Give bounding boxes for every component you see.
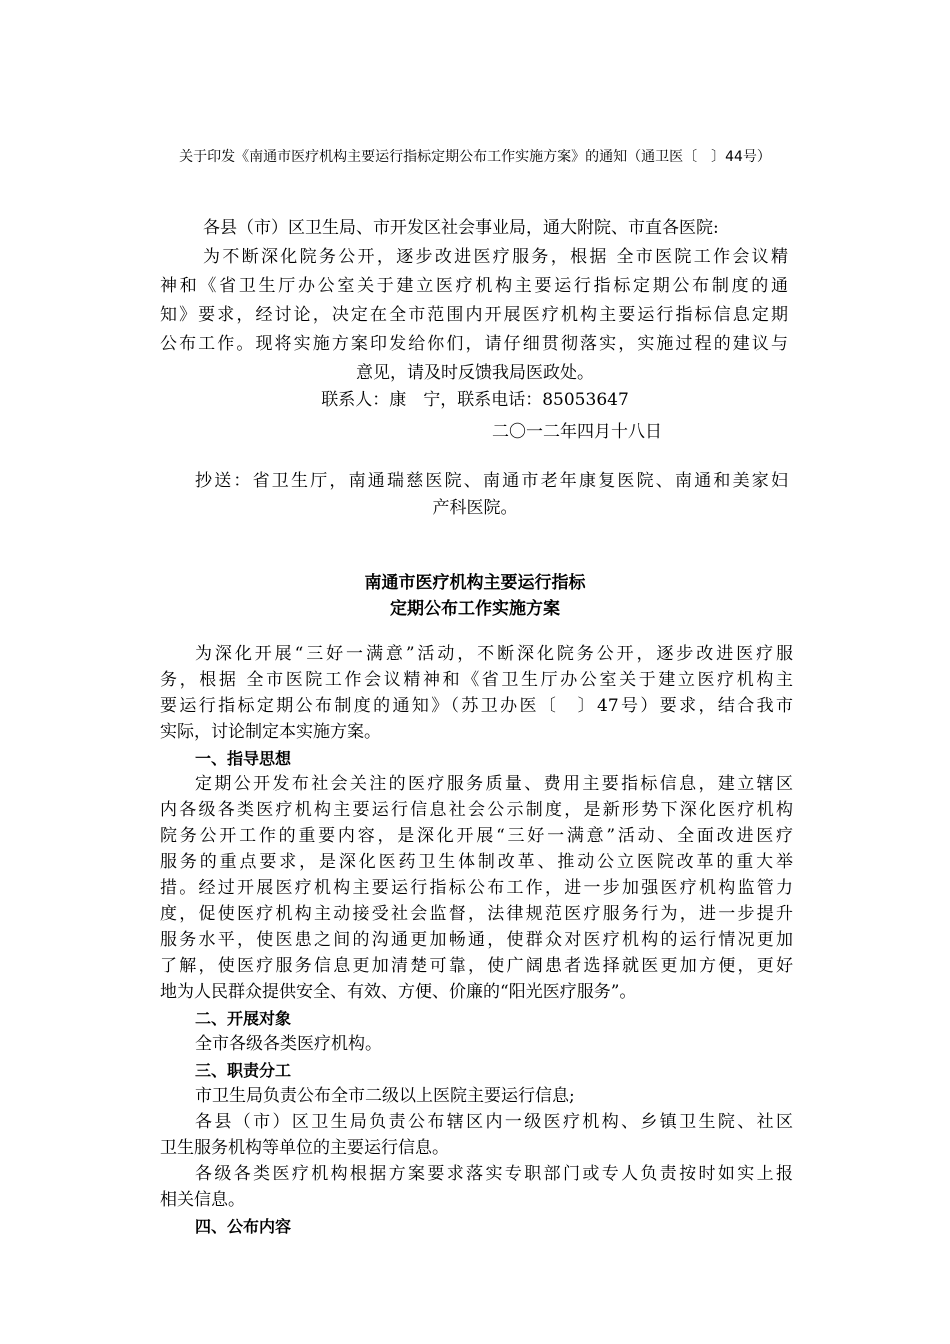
section-heading: 四、公布内容 bbox=[195, 1217, 292, 1236]
section-text-line: 定期公开发布社会关注的医疗服务质量、费用主要指标信息，建立辖区 bbox=[195, 774, 793, 794]
section-text-line: 相关信息。 bbox=[160, 1190, 245, 1210]
notice-cc: 产科医院。 bbox=[432, 498, 518, 518]
plan-subtitle: 定期公布工作实施方案 bbox=[390, 599, 560, 619]
notice-cc: 抄送：省卫生厅，南通瑞慈医院、南通市老年康复医院、南通和美家妇 bbox=[195, 471, 788, 491]
section-text-line: 了解，使医疗服务信息更加清楚可靠，使广阔患者选择就医更加方便，更好 bbox=[160, 956, 793, 976]
section-text-line: 服务的重点要求，是深化医药卫生体制改革、推动公立医院改革的重大举 bbox=[160, 852, 793, 872]
notice-body-line: 为不断深化院务公开，逐步改进医疗服务，根据 全市医院工作会议精 bbox=[203, 247, 788, 267]
section-text-line: 度，促使医疗机构主动接受社会监督，法律规范医疗服务行为，进一步提升 bbox=[160, 904, 793, 924]
plan-intro-line: 为深化开展“三好一满意”活动，不断深化院务公开，逐步改进医疗服 bbox=[195, 644, 793, 664]
notice-body-line: 神和《省卫生厅办公室关于建立医疗机构主要运行指标定期公布制度的通 bbox=[160, 276, 788, 296]
section-text-line: 各级各类医疗机构根据方案要求落实专职部门或专人负责按时如实上报 bbox=[195, 1164, 793, 1184]
section-text-line: 各县（市）区卫生局负责公布辖区内一级医疗机构、乡镇卫生院、社区 bbox=[195, 1112, 793, 1132]
section-text-line: 卫生服务机构等单位的主要运行信息。 bbox=[160, 1138, 449, 1158]
notice-body-line: 知》要求，经讨论，决定在全市范围内开展医疗机构主要运行指标信息定期 bbox=[160, 305, 788, 325]
section-heading: 三、职责分工 bbox=[195, 1061, 292, 1080]
section-heading: 一、指导思想 bbox=[195, 749, 292, 768]
plan-intro-line: 务，根据 全市医院工作会议精神和《省卫生厅办公室关于建立医疗机构主 bbox=[160, 670, 793, 690]
plan-intro-line: 实际，讨论制定本实施方案。 bbox=[160, 722, 381, 742]
section-text-line: 全市各级各类医疗机构。 bbox=[195, 1034, 382, 1054]
notice-body-line: 意见，请及时反馈我局医政处。 bbox=[356, 363, 594, 383]
notice-body-line: 公布工作。现将实施方案印发给你们，请仔细贯彻落实，实施过程的建议与 bbox=[160, 334, 788, 354]
section-text-line: 市卫生局负责公布全市二级以上医院主要运行信息; bbox=[195, 1086, 575, 1106]
notice-date: 二〇一二年四月十八日 bbox=[492, 422, 662, 442]
plan-title: 南通市医疗机构主要运行指标 bbox=[364, 573, 586, 593]
notice-recipients: 各县（市）区卫生局、市开发区社会事业局，通大附院、市直各医院: bbox=[203, 218, 719, 238]
section-text-line: 内各级各类医疗机构主要运行信息社会公示制度，是新形势下深化医疗机构 bbox=[160, 800, 793, 820]
notice-title: 关于印发《南通市医疗机构主要运行指标定期公布工作实施方案》的通知（通卫医〔 〕44号） bbox=[179, 149, 771, 165]
notice-contact: 联系人：康 宁，联系电话：85053647 bbox=[321, 390, 629, 410]
section-text-line: 地为人民群众提供安全、有效、方便、价廉的“阳光医疗服务”。 bbox=[160, 982, 637, 1002]
plan-intro-line: 要运行指标定期公布制度的通知》（苏卫办医〔 〕47号）要求，结合我市 bbox=[160, 696, 793, 716]
section-text-line: 服务水平，使医患之间的沟通更加畅通，使群众对医疗机构的运行情况更加 bbox=[160, 930, 793, 950]
section-heading: 二、开展对象 bbox=[195, 1009, 292, 1028]
section-text-line: 院务公开工作的重要内容，是深化开展“三好一满意”活动、全面改进医疗 bbox=[160, 826, 793, 846]
section-text-line: 措。经过开展医疗机构主要运行指标公布工作，进一步加强医疗机构监管力 bbox=[160, 878, 793, 898]
